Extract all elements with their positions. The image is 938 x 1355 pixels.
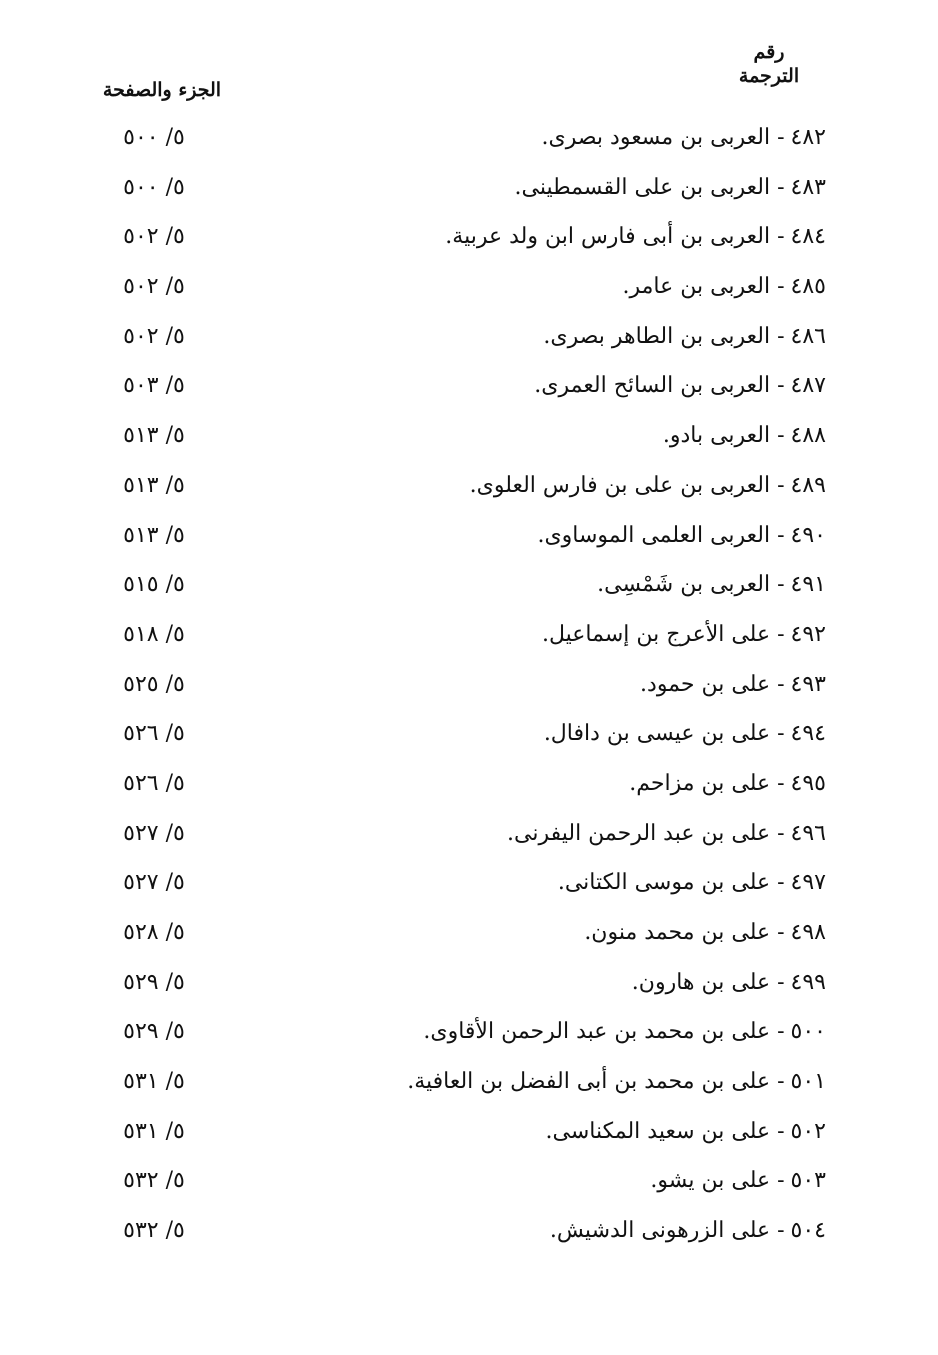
entry-separator: - <box>777 472 785 498</box>
entry-volume-page: ٥/ ٥٠٢ <box>123 274 185 300</box>
entry-text <box>407 1068 826 1096</box>
entry-name: على بن محمد بن أبى الفضل بن العافية. <box>407 1069 771 1095</box>
entry-name: العربى بن شَمْسِى. <box>597 572 771 598</box>
entry-text <box>470 472 826 500</box>
entry-number: ٤٨٣ <box>790 174 826 200</box>
entry-separator: - <box>777 1019 785 1045</box>
header-number-line1: رقم <box>753 41 785 63</box>
list-item <box>0 360 938 410</box>
list-item <box>0 857 938 907</box>
list-item <box>0 261 938 311</box>
entry-text <box>650 1167 826 1195</box>
header-number-line2: الترجمة <box>738 65 800 87</box>
header-translation-number <box>724 40 814 88</box>
entry-name: على بن عيسى بن دافال. <box>543 721 771 747</box>
entry-text <box>629 770 826 798</box>
entry-separator: - <box>777 125 785 150</box>
list-item <box>0 659 938 709</box>
list-item <box>0 1205 938 1255</box>
entry-separator: - <box>777 870 785 896</box>
entry-text <box>537 522 826 550</box>
entry-volume-page: ٥/ ٥٣١ <box>123 1118 185 1144</box>
list-item <box>0 609 938 659</box>
entry-separator: - <box>777 174 785 200</box>
list-item <box>0 410 938 460</box>
entry-separator: - <box>777 224 785 250</box>
entry-number: ٤٨٩ <box>790 472 826 498</box>
entry-name: العربى بن على القسمطينى. <box>514 174 771 200</box>
entry-volume-page: ٥/ ٥٠٠ <box>123 174 185 200</box>
entry-separator: - <box>777 572 785 598</box>
entry-name: العربى بن عامر. <box>622 274 771 300</box>
entry-number: ٤٩٥ <box>790 770 826 796</box>
list-item <box>0 1006 938 1056</box>
list-item <box>0 311 938 361</box>
entry-text <box>534 372 826 400</box>
entry-separator: - <box>777 920 785 945</box>
entry-separator: - <box>777 721 785 747</box>
entry-number: ٤٩٧ <box>790 870 826 896</box>
entry-number: ٤٨٢ <box>790 125 826 150</box>
entry-text <box>543 323 826 351</box>
entry-volume-page: ٥/ ٥١٣ <box>123 472 185 498</box>
list-item <box>0 211 938 261</box>
entry-number: ٤٨٤ <box>790 224 826 250</box>
entry-name: العربى بن السائح العمرى. <box>534 373 771 399</box>
entry-text <box>550 1217 826 1245</box>
entry-text <box>541 124 826 152</box>
entry-separator: - <box>777 1168 785 1194</box>
entry-separator: - <box>777 969 785 995</box>
entry-number: ٤٩٦ <box>790 820 826 846</box>
list-item <box>0 808 938 858</box>
entry-name: على بن هارون. <box>631 969 771 995</box>
entry-volume-page: ٥/ ٥٢٧ <box>123 820 185 846</box>
entry-name: العربى بن الطاهر بصرى. <box>543 323 771 349</box>
entry-text <box>584 919 826 947</box>
entry-text <box>597 571 826 599</box>
entry-number: ٥٠٤ <box>790 1218 826 1244</box>
entry-name: على بن موسى الكتانى. <box>557 870 771 896</box>
entry-separator: - <box>777 323 785 349</box>
entry-volume-page: ٥/ ٥٢٩ <box>123 969 185 995</box>
entry-separator: - <box>777 770 785 796</box>
entry-volume-page: ٥/ ٥٣٢ <box>123 1168 185 1194</box>
list-item <box>0 758 938 808</box>
list-item <box>0 907 938 957</box>
list-item <box>0 559 938 609</box>
entry-name: على بن محمد منون. <box>584 920 771 945</box>
list-item <box>0 1056 938 1106</box>
entry-name: العربى بن أبى فارس ابن ولد عربية. <box>445 224 771 250</box>
entry-text <box>545 1118 826 1146</box>
entry-number: ٤٨٥ <box>790 274 826 300</box>
entry-text <box>542 621 826 649</box>
entry-text <box>423 1018 826 1046</box>
entry-text <box>558 869 826 897</box>
entry-number: ٤٩٤ <box>790 721 826 747</box>
entry-separator: - <box>777 820 785 846</box>
entry-name: على بن سعيد المكناسى. <box>545 1118 771 1144</box>
list-item <box>0 957 938 1007</box>
header-volume-page: الجزء والصفحة <box>102 79 222 101</box>
list-item <box>0 112 938 162</box>
entry-number: ٤٨٨ <box>790 423 826 449</box>
entry-number: ٤٩٨ <box>790 920 826 945</box>
entry-separator: - <box>777 522 785 548</box>
entry-name: على بن عبد الرحمن اليفرنى. <box>507 820 771 846</box>
entry-name: على الأعرج بن إسماعيل. <box>541 621 771 647</box>
entry-text <box>663 422 826 450</box>
entry-name: على بن محمد بن عبد الرحمن الأقاوى. <box>423 1019 771 1045</box>
list-item <box>0 1106 938 1156</box>
entry-volume-page: ٥/ ٥٢٩ <box>123 1019 185 1045</box>
entries-list <box>0 112 938 1255</box>
entry-separator: - <box>777 1118 785 1144</box>
entry-name: على بن حمود. <box>640 671 771 697</box>
entry-volume-page: ٥/ ٥٢٥ <box>123 671 185 697</box>
entry-number: ٤٨٦ <box>790 323 826 349</box>
entry-number: ٥٠١ <box>790 1069 826 1095</box>
entry-number: ٤٩٩ <box>790 969 826 995</box>
entry-text <box>632 969 826 997</box>
list-item <box>0 510 938 560</box>
entry-name: على بن يشو. <box>650 1168 771 1194</box>
entry-volume-page: ٥/ ٥٠٢ <box>123 224 185 250</box>
entry-volume-page: ٥/ ٥٢٦ <box>123 721 185 747</box>
entry-separator: - <box>777 671 785 697</box>
entry-separator: - <box>777 621 785 647</box>
entry-number: ٤٨٧ <box>790 373 826 399</box>
entry-volume-page: ٥/ ٥٣٢ <box>123 1218 185 1244</box>
entry-name: العربى بادو. <box>662 423 771 449</box>
entry-separator: - <box>777 1218 785 1244</box>
entry-separator: - <box>777 423 785 449</box>
list-item <box>0 460 938 510</box>
entry-volume-page: ٥/ ٥٠٣ <box>123 373 185 399</box>
entry-name: العربى العلمى الموساوى. <box>537 522 771 548</box>
entry-separator: - <box>777 274 785 300</box>
entry-number: ٤٩٣ <box>790 671 826 697</box>
entry-number: ٤٩٠ <box>790 522 826 548</box>
entry-volume-page: ٥/ ٥٠٠ <box>123 125 185 150</box>
entry-text <box>515 174 826 202</box>
entry-text <box>544 720 826 748</box>
entry-volume-page: ٥/ ٥٢٨ <box>123 920 185 945</box>
list-item <box>0 708 938 758</box>
entry-volume-page: ٥/ ٥١٣ <box>123 423 185 449</box>
entry-volume-page: ٥/ ٥٠٢ <box>123 323 185 349</box>
entry-separator: - <box>777 373 785 399</box>
entry-name: على بن مزاحم. <box>629 770 771 796</box>
entry-number: ٥٠٠ <box>790 1019 826 1045</box>
entry-text <box>640 671 826 699</box>
list-item <box>0 1155 938 1205</box>
entry-text <box>622 273 826 301</box>
entry-number: ٤٩١ <box>790 572 826 598</box>
entry-text <box>507 820 826 848</box>
entry-volume-page: ٥/ ٥١٨ <box>123 621 185 647</box>
entry-name: العربى بن على بن فارس العلوى. <box>469 472 771 498</box>
entry-name: العربى بن مسعود بصرى. <box>541 125 771 150</box>
entry-volume-page: ٥/ ٥١٣ <box>123 522 185 548</box>
entry-volume-page: ٥/ ٥١٥ <box>123 572 185 598</box>
entry-number: ٤٩٢ <box>790 621 826 647</box>
list-item <box>0 162 938 212</box>
entry-name: على الزرهونى الدشيش. <box>549 1218 771 1244</box>
entry-number: ٥٠٣ <box>790 1168 826 1194</box>
entry-separator: - <box>777 1069 785 1095</box>
entry-volume-page: ٥/ ٥٢٦ <box>123 770 185 796</box>
entry-number: ٥٠٢ <box>790 1118 826 1144</box>
entry-volume-page: ٥/ ٥٢٧ <box>123 870 185 896</box>
entry-volume-page: ٥/ ٥٣١ <box>123 1069 185 1095</box>
entry-text <box>445 223 826 251</box>
